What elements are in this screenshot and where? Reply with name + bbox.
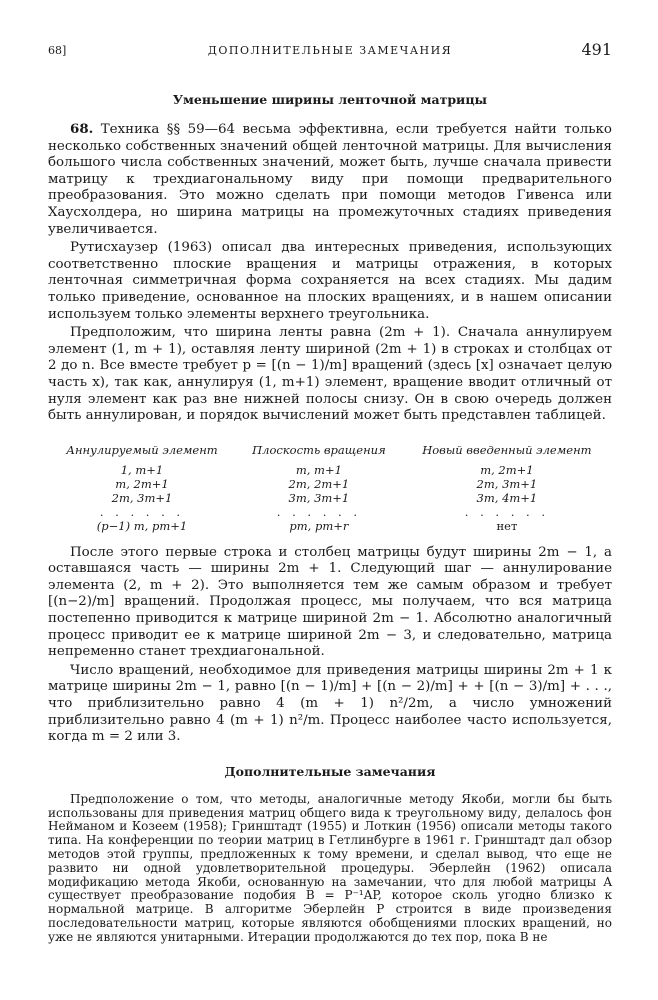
book-page bbox=[48, 40, 612, 945]
section-title: Уменьшение ширины ленточной матрицы bbox=[172, 92, 488, 107]
table-cell: 3m, 3m+1 bbox=[288, 490, 350, 505]
table-row bbox=[48, 491, 612, 505]
table-cell: (p−1) m, pm+1 bbox=[96, 518, 188, 533]
paragraph-number: 68. bbox=[70, 121, 94, 137]
running-title: ДОПОЛНИТЕЛЬНЫЕ ЗАМЕЧАНИЯ bbox=[207, 44, 453, 57]
table-cell: m, 2m+1 bbox=[115, 476, 169, 491]
paragraph-1-text: Техника §§ 59—64 весьма эффективна, если требуется найти только несколько собственных значений общей ленточной матрицы. Для вычисления большого числа собственных значений, может быть, лучше сначала привести матрицу к трехдиагональному виду при помощи предварительного преобразования. Это можно сделать при помощи методов Гивенса или Хаусхолдера, но ширина матрицы на промежуточных стадиях приведения увеличивается. bbox=[48, 122, 612, 237]
table-cell: нет bbox=[496, 518, 518, 533]
paragraph-2: Рутисхаузер (1963) описал два интересных приведения, использующих соответственно плоские вращения и матрицы отражения, в которых ленточная симметричная форма сохраняется на всех стадиях. Мы дадим только приведение, основанное на плоских вращениях, и в нашем описании используем только элементы верхнего треугольника. bbox=[48, 240, 612, 322]
table-row bbox=[48, 477, 612, 491]
table-header: Новый введенный элемент bbox=[422, 442, 592, 457]
table-cell: 2m, 3m+1 bbox=[111, 490, 173, 505]
table-cell: m, m+1 bbox=[295, 462, 342, 477]
paragraph-1 bbox=[48, 121, 612, 238]
rotation-table bbox=[48, 443, 612, 533]
table-cell: 1, m+1 bbox=[120, 462, 164, 477]
table-header: Аннулируемый элемент bbox=[66, 442, 218, 457]
table-row bbox=[48, 463, 612, 477]
table-cell: . . . . . . bbox=[276, 504, 361, 519]
paragraph-3: Предположим, что ширина ленты равна (2m + 1). Сначала аннулируем элемент (1, m + 1), оставляя ленту шириной (2m + 1) в строках и столбцах от 2 до n. Все вместе требует p = [(n − 1)/m] вращений (здесь [x] означает целую часть x), так как, аннулируя (1, m+1) элемент, вращение вводит отличный от нуля элемент как раз вне нижней полосы снизу. Он в свою очередь должен быть аннулирован, и порядок вычислений может быть представлен таблицей. bbox=[48, 325, 612, 424]
table-cell: . . . . . . bbox=[99, 504, 185, 519]
notes-text: Предположение о том, что методы, аналогичные методу Якоби, могли бы быть использованы для приведения матриц общего вида к треугольному виду, делалось фон Нейманом и Козеем (1958); Гринштадт (1955) и Лоткин (1956) описали методы такого типа. На конференции по теории матриц в Гетлинбурге в 1961 г. Гринштадт дал обзор методов этой группы, предложенных к тому времени, и сделал вывод, что еще не развито ни одной удовлетворительной процедуры. Эберлейн (1962) описала модификацию метода Якоби, основанную на замечании, что для любой матрицы A существует преобразование подобия B = P⁻¹AP, которое сколь угодно близко к нормальной матрице. В алгоритме Эберлейн P строится в виде произведения последовательности матриц, которые являются обобщениями плоских вращений, но уже не являются унитарными. Итерации продолжаются до тех пор, пока B не bbox=[48, 791, 612, 944]
paragraph-5: Число вращений, необходимое для приведения матрицы ширины 2m + 1 к матрице ширины 2m − 1, равно [(n − 1)/m] + [(n − 2)/m] + + [(n − 3)/m] + . . ., что приблизительно равно 4 (m + 1) n²/2m, а число умножений приблизительно равно 4 (m + 1) n²/m. Процесс наиболее часто используется, когда m = 2 или 3. bbox=[48, 662, 612, 745]
table-cell: 2m, 3m+1 bbox=[476, 476, 538, 491]
table-cell: 2m, 2m+1 bbox=[288, 476, 350, 491]
table-header: Плоскость вращения bbox=[252, 442, 386, 457]
notes-title: Дополнительные замечания bbox=[224, 763, 436, 779]
table-cell: m, 2m+1 bbox=[480, 462, 534, 477]
table-cell: . . . . . . bbox=[464, 504, 549, 519]
table-row bbox=[48, 519, 612, 533]
table-cell: pm, pm+r bbox=[289, 518, 349, 533]
table-row bbox=[48, 505, 612, 519]
paragraph-4: После этого первые строка и столбец матрицы будут ширины 2m − 1, а оставшаяся часть — ширины 2m + 1. Следующий шаг — аннулирование элемента (2, m + 2). Это выполняется тем же самым образом и требует [(n−2)/m] вращений. Продолжая процесс, мы получаем, что вся матрица постепенно приводится к матрице шириной 2m − 1. Абсолютно аналогичный процесс приводит ее к матрице шириной 2m − 3, и следовательно, матрица непременно станет трехдиагональной. bbox=[48, 544, 612, 660]
table-cell: 3m, 4m+1 bbox=[476, 490, 538, 505]
running-head bbox=[48, 40, 612, 64]
section-ref: 68] bbox=[48, 44, 67, 57]
page-number: 491 bbox=[581, 40, 612, 59]
